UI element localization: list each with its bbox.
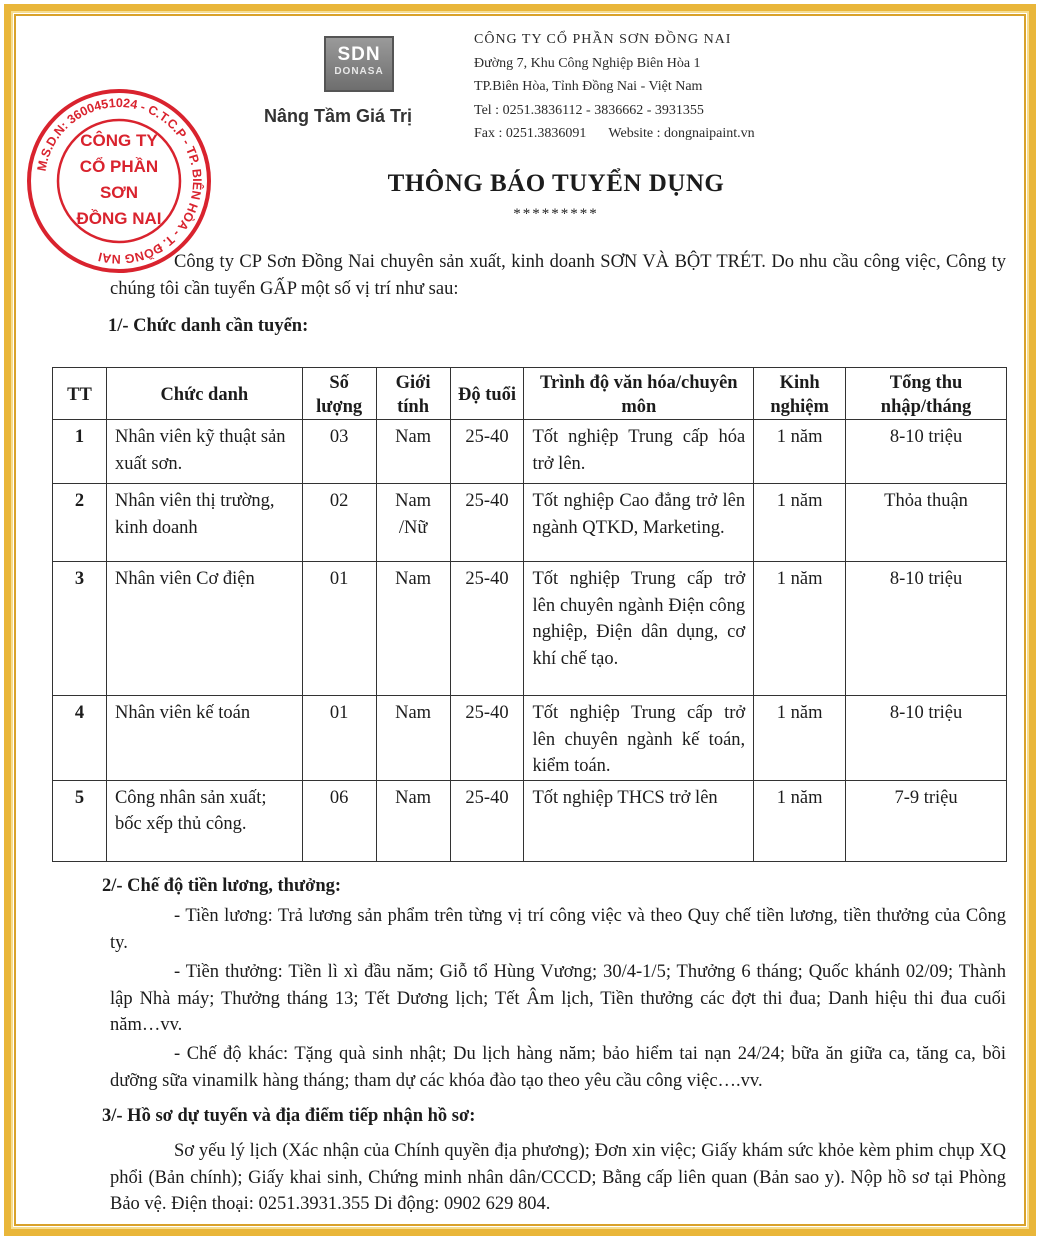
cell-gender: Nam xyxy=(376,420,450,484)
intro-paragraph: Công ty CP Sơn Đồng Nai chuyên sản xuất, kinh doanh SƠN VÀ BỘT TRÉT. Do nhu cầu công việc, Công ty chúng tôi cần tuyển GẤP một số vị trí như sau: xyxy=(110,252,1006,299)
header-experience: Kinh nghiệm xyxy=(754,368,846,420)
cell-income: Thỏa thuận xyxy=(846,484,1007,562)
table-header-row xyxy=(53,368,1007,420)
cell-age: 25-40 xyxy=(450,420,524,484)
cell-education: Tốt nghiệp Trung cấp hóa trở lên. xyxy=(524,420,754,484)
company-website: Website : dongnaipaint.vn xyxy=(608,126,755,141)
cell-title: Nhân viên Cơ điện xyxy=(106,562,302,696)
logo-abbr: SDN xyxy=(337,44,381,65)
cell-title: Nhân viên kỹ thuật sản xuất sơn. xyxy=(106,420,302,484)
company-tel: Tel : 0251.3836112 - 3836662 - 3931355 xyxy=(474,102,704,118)
cell-age: 25-40 xyxy=(450,780,524,861)
stamp-line-1: CÔNG TY xyxy=(80,131,158,150)
benefit-bonus: - Tiền thưởng: Tiền lì xì đầu năm; Giỗ tổ Hùng Vương; 30/4-1/5; Thưởng 6 tháng; Quốc khánh 02/09; Thành lập Nhà máy; Thưởng tháng 13; Tết Dương lịch; Tết Âm lịch, Tiền thưởng các đợt thi đua; Danh hiệu thi đua cuối năm…vv. xyxy=(110,962,1006,1035)
cell-tt: 1 xyxy=(53,420,107,484)
cell-education: Tốt nghiệp Cao đẳng trở lên ngành QTKD, Marketing. xyxy=(524,484,754,562)
cell-qty: 03 xyxy=(302,420,376,484)
header-title: Chức danh xyxy=(106,368,302,420)
cell-qty: 01 xyxy=(302,696,376,781)
stamp-line-4: ĐỒNG NAI xyxy=(76,209,162,228)
cell-title: Nhân viên kế toán xyxy=(106,696,302,781)
cell-tt: 4 xyxy=(53,696,107,781)
benefit-salary: - Tiền lương: Trả lương sản phẩm trên từng vị trí công việc và theo Quy chế tiền lương, tiền thưởng của Công ty. xyxy=(110,906,1006,953)
cell-experience: 1 năm xyxy=(754,780,846,861)
company-address-2: TP.Biên Hòa, Tỉnh Đồng Nai - Việt Nam xyxy=(474,79,703,94)
cell-income: 8-10 triệu xyxy=(846,562,1007,696)
job-table xyxy=(52,367,1007,862)
header-gender: Giới tính xyxy=(376,368,450,420)
company-name: CÔNG TY CỔ PHẦN SƠN ĐỒNG NAI xyxy=(474,32,732,47)
cell-title: Công nhân sản xuất; bốc xếp thủ công. xyxy=(106,780,302,861)
cell-income: 8-10 triệu xyxy=(846,696,1007,781)
section-3-heading: 3/- Hồ sơ dự tuyển và địa điểm tiếp nhận hồ sơ: xyxy=(102,1106,476,1126)
stamp-line-2: CỔ PHẦN xyxy=(79,157,159,176)
cell-qty: 06 xyxy=(302,780,376,861)
title-stars: ********* xyxy=(513,206,599,222)
cell-age: 25-40 xyxy=(450,696,524,781)
cell-age: 25-40 xyxy=(450,562,524,696)
header-qty: Số lượng xyxy=(302,368,376,420)
table-row xyxy=(53,484,1007,562)
cell-title: Nhân viên thị trường, kinh doanh xyxy=(106,484,302,562)
document-title: THÔNG BÁO TUYỂN DỤNG xyxy=(387,170,725,197)
section-1-heading: 1/- Chức danh cần tuyển: xyxy=(108,316,309,336)
cell-gender: Nam /Nữ xyxy=(376,484,450,562)
cell-income: 8-10 triệu xyxy=(846,420,1007,484)
cell-gender: Nam xyxy=(376,696,450,781)
cell-education: Tốt nghiệp Trung cấp trở lên chuyên ngành kế toán, kiểm toán. xyxy=(524,696,754,781)
cell-gender: Nam xyxy=(376,780,450,861)
company-fax: Fax : 0251.3836091 xyxy=(474,126,587,141)
stamp-line-3: SƠN xyxy=(99,183,139,202)
company-address-1: Đường 7, Khu Công Nghiệp Biên Hòa 1 xyxy=(474,55,701,71)
table-row xyxy=(53,562,1007,696)
cell-qty: 01 xyxy=(302,562,376,696)
cell-experience: 1 năm xyxy=(754,484,846,562)
cell-gender: Nam xyxy=(376,562,450,696)
table-row xyxy=(53,780,1007,861)
cell-tt: 5 xyxy=(53,780,107,861)
company-info xyxy=(474,28,755,146)
table-row xyxy=(53,420,1007,484)
logo-sub: DONASA xyxy=(334,66,384,77)
cell-education: Tốt nghiệp Trung cấp trở lên chuyên ngành Điện công nghiệp, Điện dân dụng, cơ khí chế tạo. xyxy=(524,562,754,696)
header-education: Trình độ văn hóa/chuyên môn xyxy=(524,368,754,420)
cell-experience: 1 năm xyxy=(754,696,846,781)
section-2-heading: 2/- Chế độ tiền lương, thưởng: xyxy=(102,876,342,896)
stamp-ring-text: M.S.D.N: 3600451024 - C.T.C.P - TP. BIÊN HÒA - T. ĐỒNG NAI xyxy=(34,95,205,267)
company-logo xyxy=(324,36,394,92)
benefit-other: - Chế độ khác: Tặng quà sinh nhật; Du lịch hàng năm; bảo hiểm tai nạn 24/24; bữa ăn giữa ca, tăng ca, bồi dưỡng sữa vinamilk hàng tháng; tham dự các khóa đào tạo theo yêu cầu công việc….vv. xyxy=(110,1044,1006,1091)
cell-income: 7-9 triệu xyxy=(846,780,1007,861)
header-age: Độ tuổi xyxy=(450,368,524,420)
cell-qty: 02 xyxy=(302,484,376,562)
documents-paragraph: Sơ yếu lý lịch (Xác nhận của Chính quyền địa phương); Đơn xin việc; Giấy khám sức khỏe kèm phim chụp XQ phổi (Bản chính); Giấy khai sinh, Chứng minh nhân dân/CCCD; Bằng cấp liên quan (Bản sao y). Nộp hồ sơ tại Phòng Bảo vệ. Điện thoại: 0251.3931.355 Di động: 0902 629 804. xyxy=(110,1141,1006,1214)
cell-tt: 2 xyxy=(53,484,107,562)
cell-tt: 3 xyxy=(53,562,107,696)
company-fax-website xyxy=(474,122,755,146)
header-income: Tổng thu nhập/tháng xyxy=(846,368,1007,420)
table-row xyxy=(53,696,1007,781)
cell-education: Tốt nghiệp THCS trở lên xyxy=(524,780,754,861)
cell-age: 25-40 xyxy=(450,484,524,562)
slogan: Nâng Tầm Giá Trị xyxy=(264,106,413,126)
cell-experience: 1 năm xyxy=(754,420,846,484)
cell-experience: 1 năm xyxy=(754,562,846,696)
header-tt: TT xyxy=(53,368,107,420)
